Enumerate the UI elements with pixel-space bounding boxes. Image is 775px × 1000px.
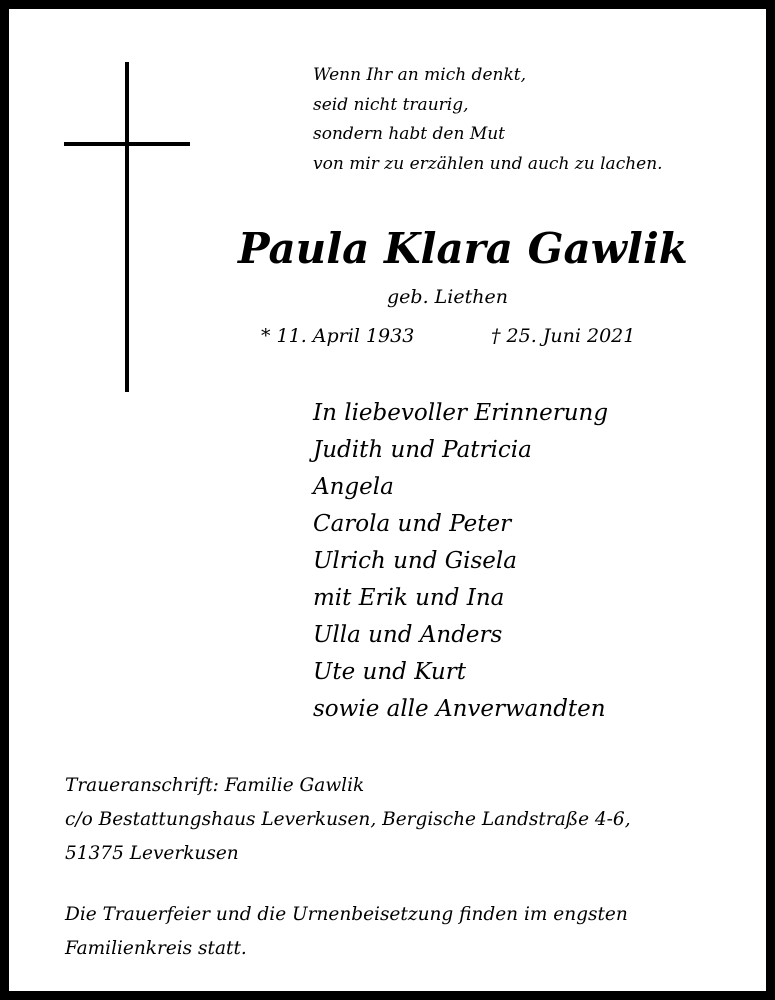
poem: [313, 61, 663, 179]
mourners-list: [313, 395, 608, 728]
cross-vertical-bar: [125, 62, 129, 392]
mourning-address: [65, 769, 631, 871]
mourner-line: Ute und Kurt: [313, 659, 466, 685]
mourner-line: Judith und Patricia: [313, 437, 532, 463]
cross-horizontal-bar: [64, 142, 190, 146]
deceased-name: Paula Klara Gawlik: [238, 224, 688, 273]
poem-line: sondern habt den Mut: [313, 124, 506, 144]
mourner-line: Ulrich und Gisela: [313, 548, 517, 574]
maiden-name: geb. Liethen: [387, 286, 508, 308]
address-line: c/o Bestattungshaus Leverkusen, Bergische Landstraße 4-6,: [65, 809, 631, 830]
poem-line: seid nicht traurig,: [313, 94, 469, 115]
mourner-line: Angela: [313, 474, 394, 500]
mourner-line: mit Erik und Ina: [313, 585, 505, 611]
address-line: 51375 Leverkusen: [65, 843, 239, 864]
address-line: Traueranschrift: Familie Gawlik: [65, 775, 365, 796]
notice-line: Familienkreis statt.: [65, 938, 247, 959]
ceremony-notice: [65, 898, 729, 966]
birth-date: * 11. April 1933: [261, 325, 415, 347]
mourner-line: Carola und Peter: [313, 511, 512, 537]
notice-line: Die Trauerfeier und die Urnenbeisetzung finden im engsten: [65, 904, 628, 925]
poem-line: Wenn Ihr an mich denkt,: [313, 65, 526, 85]
poem-line: von mir zu erzählen und auch zu lachen.: [313, 153, 663, 174]
mourners-heading: In liebevoller Erinnerung: [313, 400, 609, 426]
death-date: † 25. Juni 2021: [491, 325, 636, 347]
mourner-line: sowie alle Anverwandten: [313, 696, 606, 722]
mourner-line: Ulla und Anders: [313, 622, 503, 648]
